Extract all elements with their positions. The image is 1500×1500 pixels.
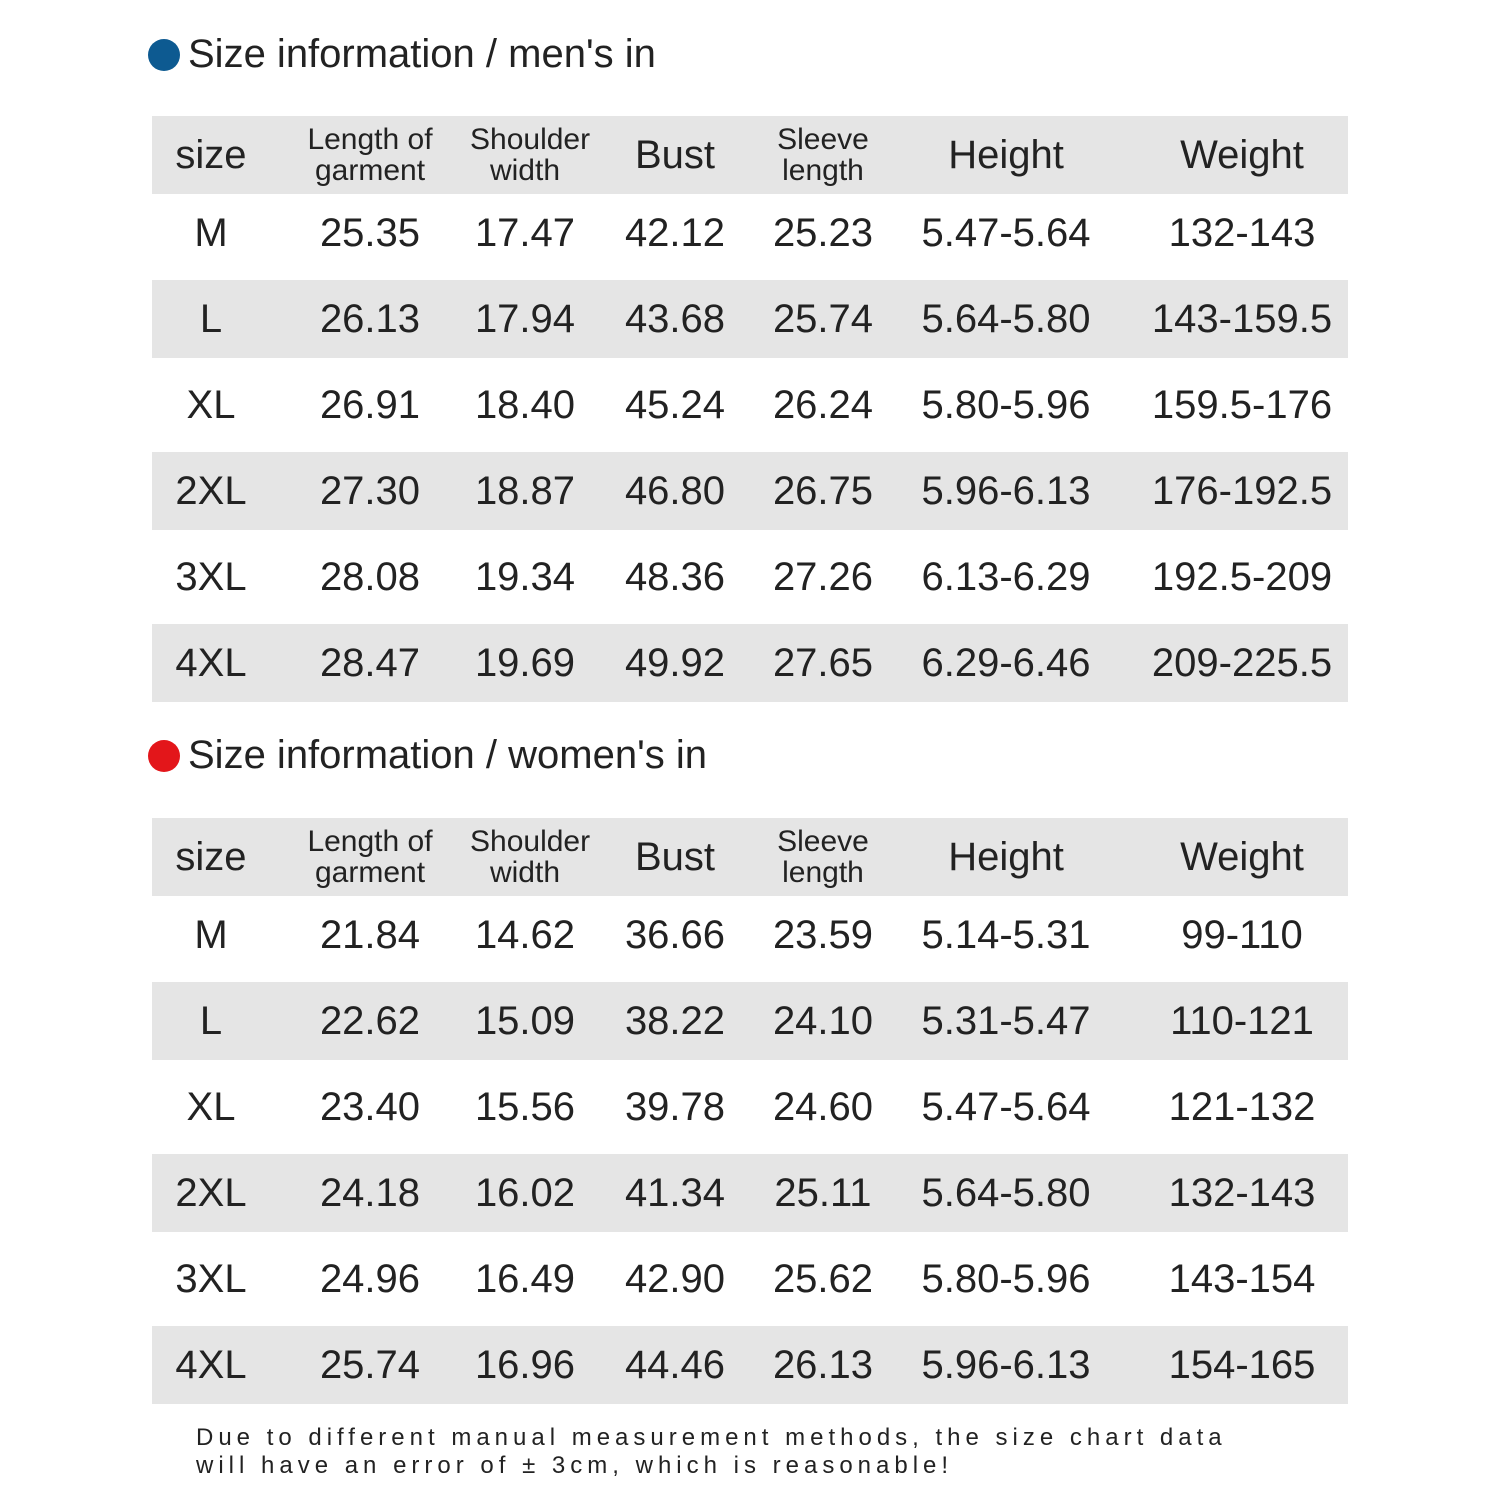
table-row: [152, 982, 1348, 1060]
cell-length-of-garment: 27.30: [319, 468, 421, 513]
cell-size: 4XL: [175, 1342, 247, 1387]
cell-shoulder-width: 15.09: [474, 998, 576, 1043]
cell-sleeve-length: 25.11: [774, 1170, 872, 1215]
cell-sleeve-length: 26.13: [772, 1342, 874, 1387]
cell-length-of-garment: 26.91: [319, 382, 421, 427]
cell-height: 5.80-5.96: [921, 1256, 1091, 1301]
mens-section-heading: [148, 32, 656, 77]
cell-height: 5.31-5.47: [921, 998, 1091, 1043]
mens-heading-text: Size information / men's in: [188, 32, 656, 76]
cell-length-of-garment: 24.18: [319, 1170, 421, 1215]
measurement-disclaimer: [196, 1424, 1227, 1480]
cell-height: 5.47-5.64: [921, 1084, 1091, 1129]
table-row: [152, 1240, 1348, 1318]
disclaimer-line-2: will have an error of ± 3cm, which is reasonable!: [196, 1452, 954, 1479]
cell-sleeve-length: 25.23: [772, 210, 874, 255]
cell-bust: 46.80: [624, 468, 726, 513]
cell-shoulder-width: 19.69: [474, 640, 576, 685]
cell-bust: 45.24: [624, 382, 726, 427]
cell-weight: 154-165: [1168, 1342, 1316, 1387]
header-shoulder-width: Shoulder width: [470, 123, 591, 187]
cell-shoulder-width: 17.47: [474, 210, 576, 255]
womens-bullet-dot: [148, 740, 180, 772]
cell-height: 5.64-5.80: [921, 1170, 1091, 1215]
cell-shoulder-width: 18.87: [474, 468, 576, 513]
cell-height: 5.47-5.64: [921, 210, 1091, 255]
cell-bust: 42.90: [624, 1256, 726, 1301]
cell-bust: 41.34: [624, 1170, 726, 1215]
cell-height: 6.29-6.46: [921, 640, 1091, 685]
cell-bust: 39.78: [624, 1084, 726, 1129]
cell-bust: 43.68: [624, 296, 726, 341]
cell-height: 5.96-6.13: [921, 468, 1091, 513]
header-weight: Weight: [1180, 132, 1304, 177]
header-weight: Weight: [1180, 834, 1304, 879]
cell-size: 2XL: [175, 468, 247, 513]
cell-weight: 192.5-209: [1151, 554, 1333, 599]
header-height: Height: [948, 132, 1064, 177]
cell-shoulder-width: 18.40: [474, 382, 576, 427]
cell-bust: 38.22: [624, 998, 726, 1043]
cell-size: L: [199, 998, 223, 1043]
header-height: Height: [948, 834, 1064, 879]
cell-length-of-garment: 28.47: [319, 640, 421, 685]
cell-height: 5.14-5.31: [921, 912, 1091, 957]
table-row: [152, 538, 1348, 616]
cell-weight: 121-132: [1168, 1084, 1316, 1129]
cell-shoulder-width: 19.34: [474, 554, 576, 599]
table-row: [152, 452, 1348, 530]
cell-sleeve-length: 24.10: [772, 998, 874, 1043]
cell-size: 4XL: [175, 640, 247, 685]
womens-size-table: [152, 818, 1348, 1412]
cell-height: 5.80-5.96: [921, 382, 1091, 427]
cell-size: 2XL: [175, 1170, 247, 1215]
cell-length-of-garment: 25.74: [319, 1342, 421, 1387]
cell-shoulder-width: 14.62: [474, 912, 576, 957]
cell-size: L: [199, 296, 223, 341]
header-shoulder-width: Shoulder width: [470, 825, 591, 889]
table-row: [152, 624, 1348, 702]
table-header-row: [152, 818, 1348, 896]
cell-size: XL: [186, 1084, 236, 1129]
womens-heading-text: Size information / women's in: [188, 733, 707, 777]
cell-weight: 209-225.5: [1151, 640, 1333, 685]
cell-length-of-garment: 21.84: [319, 912, 421, 957]
cell-sleeve-length: 27.65: [772, 640, 874, 685]
cell-weight: 99-110: [1181, 912, 1303, 957]
cell-height: 5.96-6.13: [921, 1342, 1091, 1387]
header-length-of-garment: Length of garment: [307, 825, 433, 889]
cell-height: 6.13-6.29: [921, 554, 1091, 599]
table-row: [152, 1154, 1348, 1232]
cell-sleeve-length: 27.26: [772, 554, 874, 599]
cell-bust: 48.36: [624, 554, 726, 599]
cell-sleeve-length: 26.24: [772, 382, 874, 427]
cell-shoulder-width: 16.96: [474, 1342, 576, 1387]
table-header-row: [152, 116, 1348, 194]
header-length-of-garment: Length of garment: [307, 123, 433, 187]
cell-weight: 176-192.5: [1151, 468, 1333, 513]
cell-bust: 36.66: [624, 912, 726, 957]
mens-size-table: [152, 116, 1348, 710]
disclaimer-line-1: Due to different manual measurement methods, the size chart data: [196, 1424, 1227, 1451]
cell-shoulder-width: 16.49: [474, 1256, 576, 1301]
table-row: [152, 896, 1348, 974]
cell-sleeve-length: 25.62: [772, 1256, 874, 1301]
header-size: size: [175, 834, 247, 879]
cell-length-of-garment: 28.08: [319, 554, 421, 599]
table-row: [152, 280, 1348, 358]
cell-length-of-garment: 25.35: [319, 210, 421, 255]
header-sleeve-length: Sleeve length: [777, 825, 869, 889]
header-size: size: [175, 132, 247, 177]
cell-sleeve-length: 24.60: [772, 1084, 874, 1129]
cell-length-of-garment: 24.96: [319, 1256, 421, 1301]
mens-bullet-dot: [148, 39, 180, 71]
cell-sleeve-length: 25.74: [772, 296, 874, 341]
header-bust: Bust: [634, 132, 716, 177]
cell-weight: 132-143: [1168, 1170, 1316, 1215]
cell-bust: 49.92: [624, 640, 726, 685]
cell-sleeve-length: 26.75: [772, 468, 874, 513]
cell-shoulder-width: 16.02: [474, 1170, 576, 1215]
cell-weight: 143-154: [1168, 1256, 1316, 1301]
table-row: [152, 194, 1348, 272]
cell-length-of-garment: 26.13: [319, 296, 421, 341]
cell-bust: 44.46: [624, 1342, 726, 1387]
cell-sleeve-length: 23.59: [772, 912, 874, 957]
cell-size: M: [194, 912, 228, 957]
cell-weight: 159.5-176: [1151, 382, 1333, 427]
cell-shoulder-width: 15.56: [474, 1084, 576, 1129]
cell-size: 3XL: [175, 554, 247, 599]
cell-size: XL: [186, 382, 236, 427]
cell-size: M: [194, 210, 228, 255]
table-row: [152, 1068, 1348, 1146]
womens-section-heading: [148, 733, 707, 778]
cell-height: 5.64-5.80: [921, 296, 1091, 341]
cell-weight: 110-121: [1170, 998, 1314, 1043]
cell-weight: 143-159.5: [1151, 296, 1333, 341]
table-row: [152, 366, 1348, 444]
table-row: [152, 1326, 1348, 1404]
header-sleeve-length: Sleeve length: [777, 123, 869, 187]
cell-length-of-garment: 22.62: [319, 998, 421, 1043]
cell-weight: 132-143: [1168, 210, 1316, 255]
header-bust: Bust: [634, 834, 716, 879]
cell-length-of-garment: 23.40: [319, 1084, 421, 1129]
cell-size: 3XL: [175, 1256, 247, 1301]
cell-bust: 42.12: [624, 210, 726, 255]
cell-shoulder-width: 17.94: [474, 296, 576, 341]
